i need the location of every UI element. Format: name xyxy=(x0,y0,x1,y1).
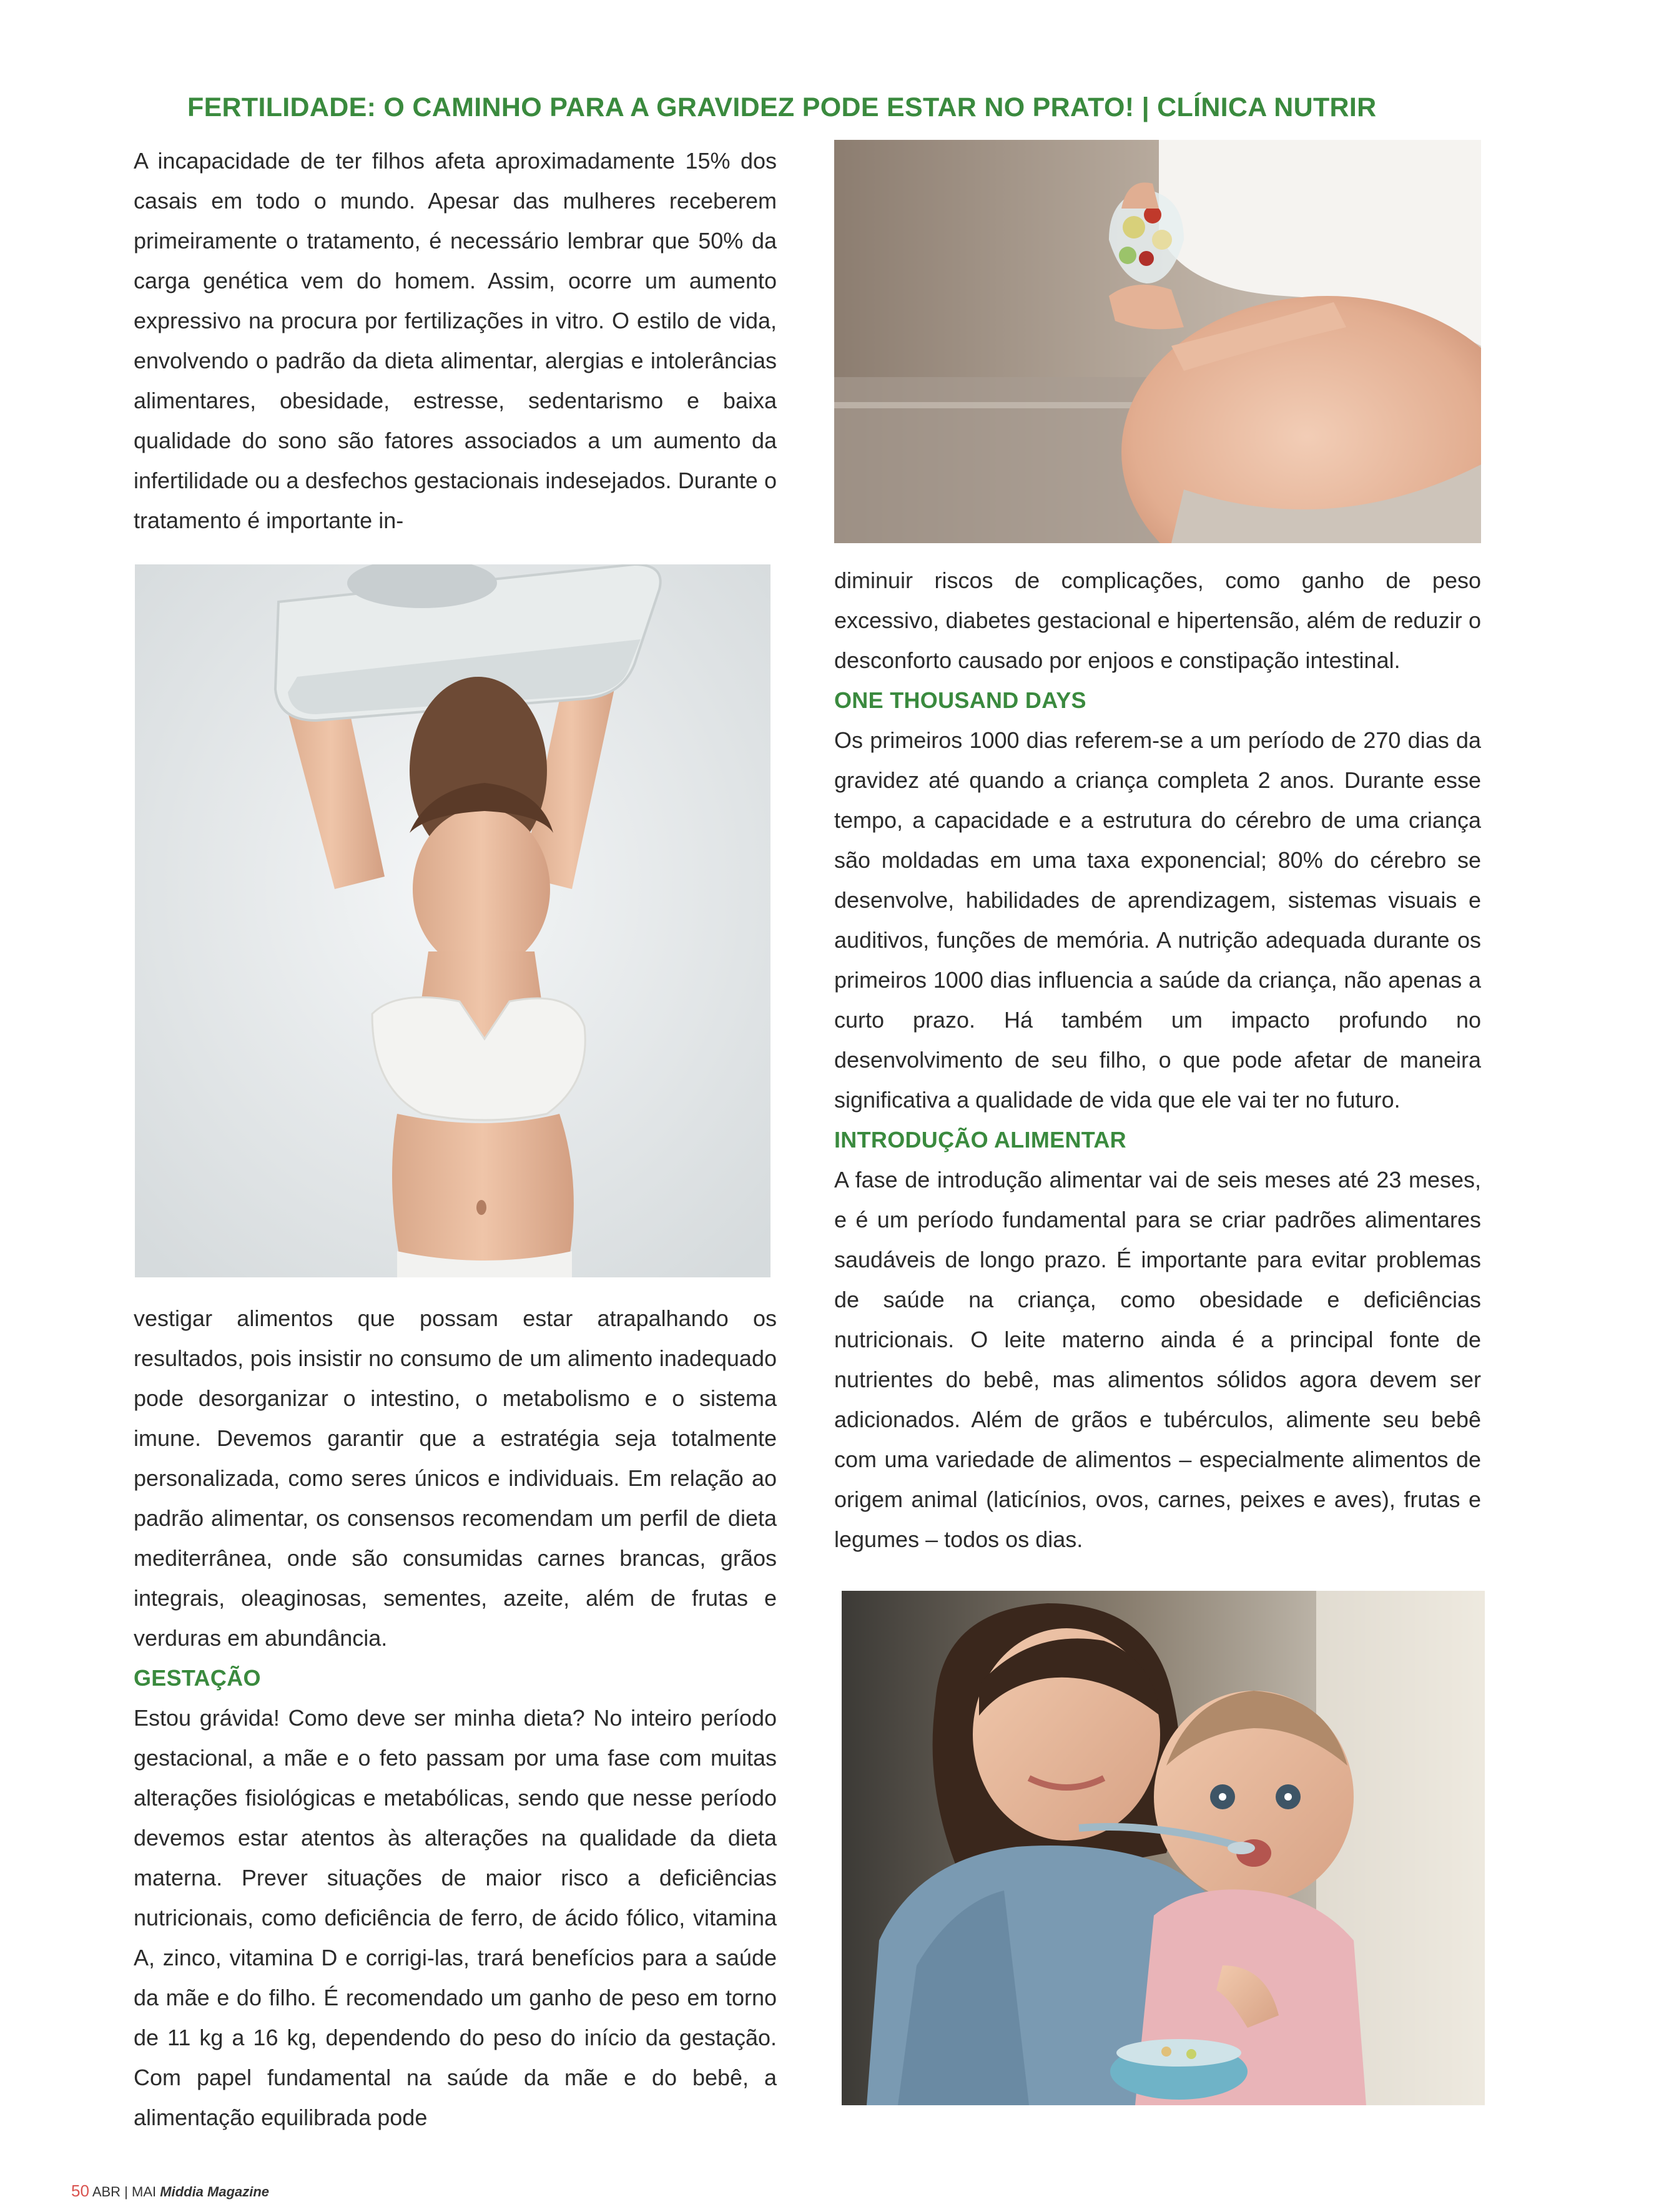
introducao-alimentar-paragraph: A fase de introdução alimentar vai de seis meses até 23 meses, e é um período fundamental para se criar padrões alimentares saudáveis de longo prazo. É importante para evitar problemas de saúde na criança, como obesidade e deficiências nutricionais. O leite materno ainda é a principal fonte de nutrientes do bebê, mas alimentos sólidos agora devem ser adicionados. Além de grãos e tubérculos, alimente seu bebê com uma variedade de alimentos – especialmente alimentos de origem animal (laticínios, ovos, carnes, peixes e aves), frutas e legumes – todos os dias. xyxy=(834,1167,1481,1552)
article-title: FERTILIDADE: O CAMINHO PARA A GRAVIDEZ PODE ESTAR NO PRATO! | CLÍNICA NUTRIR xyxy=(187,92,1377,122)
gestacao-continued-paragraph: diminuir riscos de complicações, como ganho de peso excessivo, diabetes gestacional e hipertensão, além de reduzir o desconforto causado por enjoos e constipação intestinal. xyxy=(834,568,1481,673)
gestacao-heading: GESTAÇÃO xyxy=(134,1665,261,1691)
intro-paragraph: A incapacidade de ter filhos afeta aproximadamente 15% dos casais em todo o mundo. Apesar das mulheres receberem primeiramente o tratamento, é necessário lembrar que 50% da carga genética vem do homem. Assim, ocorre um aumento expressivo na procura por fertilizações in vitro. O estilo de vida, envolvendo o padrão da dieta alimentar, alergias e intolerâncias alimentares, obesidade, estresse, sedentarismo e baixa qualidade do sono são fatores associados a um aumento da infertilidade ou a desfechos gestacionais indesejados. Durante o tratamento é importante in- xyxy=(134,148,777,533)
issue-label: ABR | MAI xyxy=(92,2184,157,2200)
introducao-alimentar-heading: INTRODUÇÃO ALIMENTAR xyxy=(834,1127,1126,1153)
intro-continued-paragraph: vestigar alimentos que possam estar atrapalhando os resultados, pois insistir no consumo de um alimento inadequado pode desorganizar o intestino, o metabolismo e o sistema imune. Devemos garantir que a estratégia seja totalmente personalizada, como seres únicos e individuais. Em relação ao padrão alimentar, os consensos recomendam um perfil de dieta mediterrânea, onde são consumidas carnes brancas, grãos integrais, oleaginosas, sementes, azeite, além de frutas e verduras em abundância. xyxy=(134,1305,777,1651)
intro-text-block xyxy=(134,141,777,541)
left-lower-text-block xyxy=(134,1299,777,2166)
page-number: 50 xyxy=(71,2181,89,2200)
right-text-block xyxy=(834,561,1481,1591)
page-footer xyxy=(71,2181,269,2201)
one-thousand-days-heading: ONE THOUSAND DAYS xyxy=(834,687,1086,713)
magazine-name: Middia Magazine xyxy=(160,2184,270,2200)
pregnant-woman-photo xyxy=(834,140,1481,543)
one-thousand-days-paragraph: Os primeiros 1000 dias referem-se a um período de 270 dias da gravidez até quando a criança completa 2 anos. Durante esse tempo, a capacidade e a estrutura do cérebro de uma criança são moldadas em uma taxa exponencial; 80% do cérebro se desenvolve, habilidades de aprendizagem, sistemas visuais e auditivos, funções de memória. A nutrição adequada durante os primeiros 1000 dias influencia a saúde da criança, não apenas a curto prazo. Há também um impacto profundo no desenvolvimento de seu filho, o que pode afetar de maneira significativa a qualidade de vida que ele vai ter no futuro. xyxy=(834,727,1481,1113)
gestacao-paragraph: Estou grávida! Como deve ser minha dieta? No inteiro período gestacional, a mãe e o feto passam por uma fase com muitas alterações fisiológicas e metabólicas, sendo que nesse período devemos estar atentos às alterações na qualidade da dieta materna. Prever situações de maior risco a deficiências nutricionais, como deficiência de ferro, de ácido fólico, vitamina A, zinco, vitamina D e corrigi-las, trará benefícios para a saúde da mãe e do filho. É recomendado um ganho de peso em torno de 11 kg a 16 kg, dependendo do peso do início da gestação. Com papel fundamental na saúde da mãe e do bebê, a alimentação equilibrada pode xyxy=(134,1705,777,2130)
woman-lifting-scale-photo xyxy=(135,564,770,1277)
mother-feeding-baby-photo xyxy=(842,1591,1485,2105)
